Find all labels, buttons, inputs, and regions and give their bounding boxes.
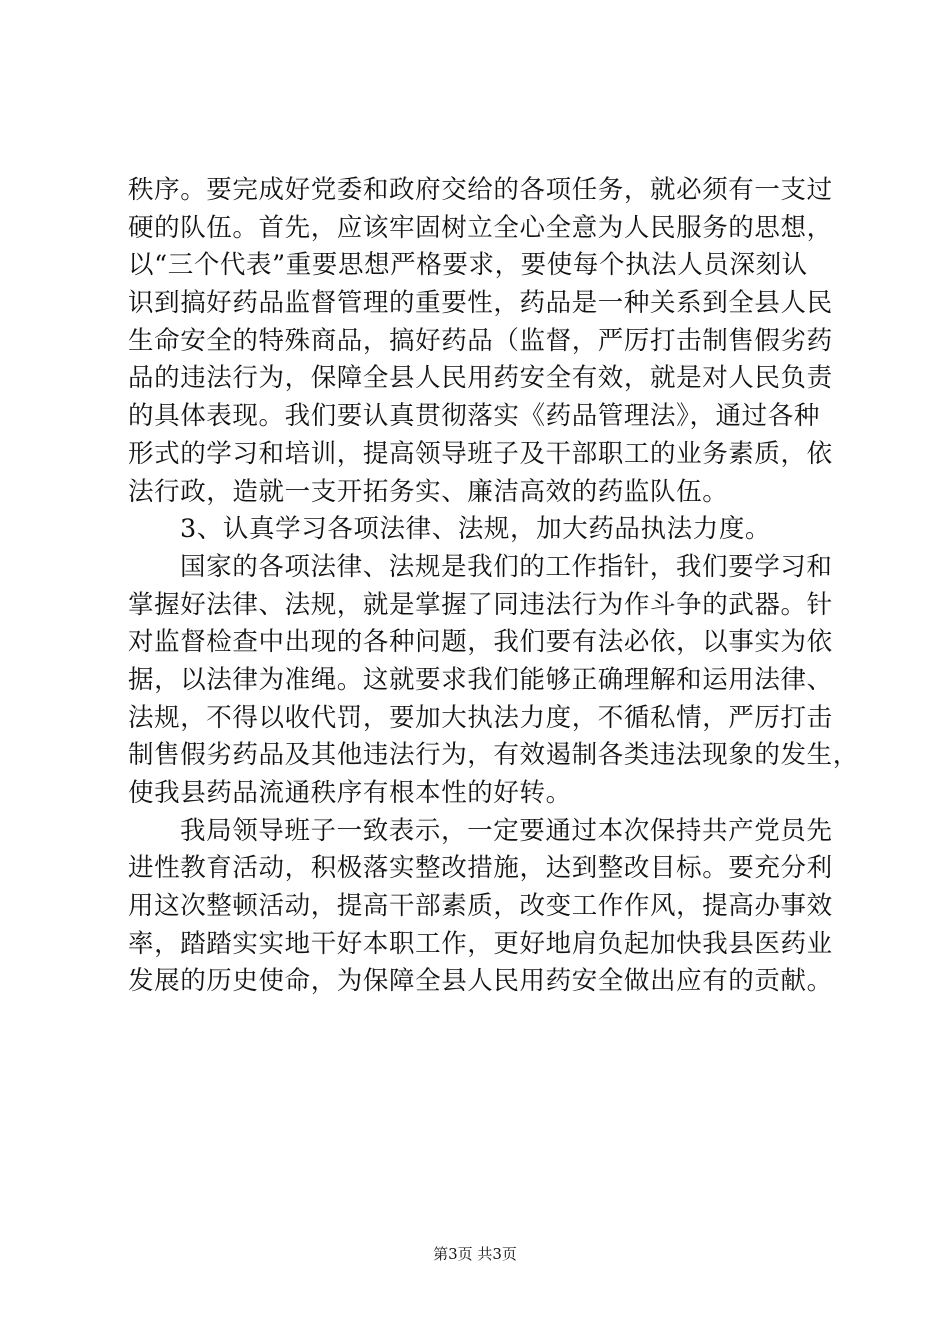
text-line: 的具体表现。我们要认真贯彻落实《药品管理法》，通过各种 (128, 401, 820, 432)
text-line: 国家的各项法律、法规是我们的工作指针，我们要学习和 (180, 551, 833, 582)
page-number-footer: 第3页 共3页 (433, 1245, 517, 1263)
text-line: 硬的队伍。首先，应该牢固树立全心全意为人民服务的思想， (128, 212, 833, 243)
text-line: 3、认真学习各项法律、法规，加大药品执法力度。 (180, 514, 772, 545)
text-line: 识到搞好药品监督管理的重要性，药品是一种关系到全县人民 (128, 288, 833, 319)
text-line: 率，踏踏实实地干好本职工作，更好地肩负起加快我县医药业 (128, 928, 833, 959)
text-line: 掌握好法律、法规，就是掌握了同违法行为作斗争的武器。针 (128, 589, 833, 620)
text-line: 法规，不得以收代罚，要加大执法力度，不循私情，严厉打击 (128, 702, 833, 733)
text-line: 用这次整顿活动，提高干部素质，改变工作作风，提高办事效 (128, 891, 833, 922)
document-body (128, 172, 859, 1001)
text-line: 以“三个代表”重要思想严格要求，要使每个执法人员深刻认 (128, 250, 808, 281)
text-line: 我局领导班子一致表示，一定要通过本次保持共产党员先 (180, 815, 833, 846)
text-line: 对监督检查中出现的各种问题，我们要有法必依，以事实为依 (128, 627, 833, 658)
text-line: 制售假劣药品及其他违法行为，有效遏制各类违法现象的发生， (128, 740, 859, 771)
text-line: 秩序。要完成好党委和政府交给的各项任务，就必须有一支过 (128, 175, 833, 205)
text-line: 形式的学习和培训，提高领导班子及干部职工的业务素质，依 (128, 438, 833, 469)
text-line: 进性教育活动，积极落实整改措施，达到整改目标。要充分利 (128, 853, 833, 884)
text-line: 发展的历史使命，为保障全县人民用药安全做出应有的贡献。 (128, 966, 833, 997)
text-line: 生命安全的特殊商品，搞好药品（监督，严厉打击制售假劣药 (128, 325, 833, 356)
text-line: 品的违法行为，保障全县人民用药安全有效，就是对人民负责 (128, 363, 833, 394)
text-line: 使我县药品流通秩序有根本性的好转。 (128, 778, 572, 808)
text-line: 据，以法律为准绳。这就要求我们能够正确理解和运用法律、 (128, 664, 833, 695)
text-line: 法行政，造就一支开拓务实、廉洁高效的药监队伍。 (128, 476, 729, 507)
